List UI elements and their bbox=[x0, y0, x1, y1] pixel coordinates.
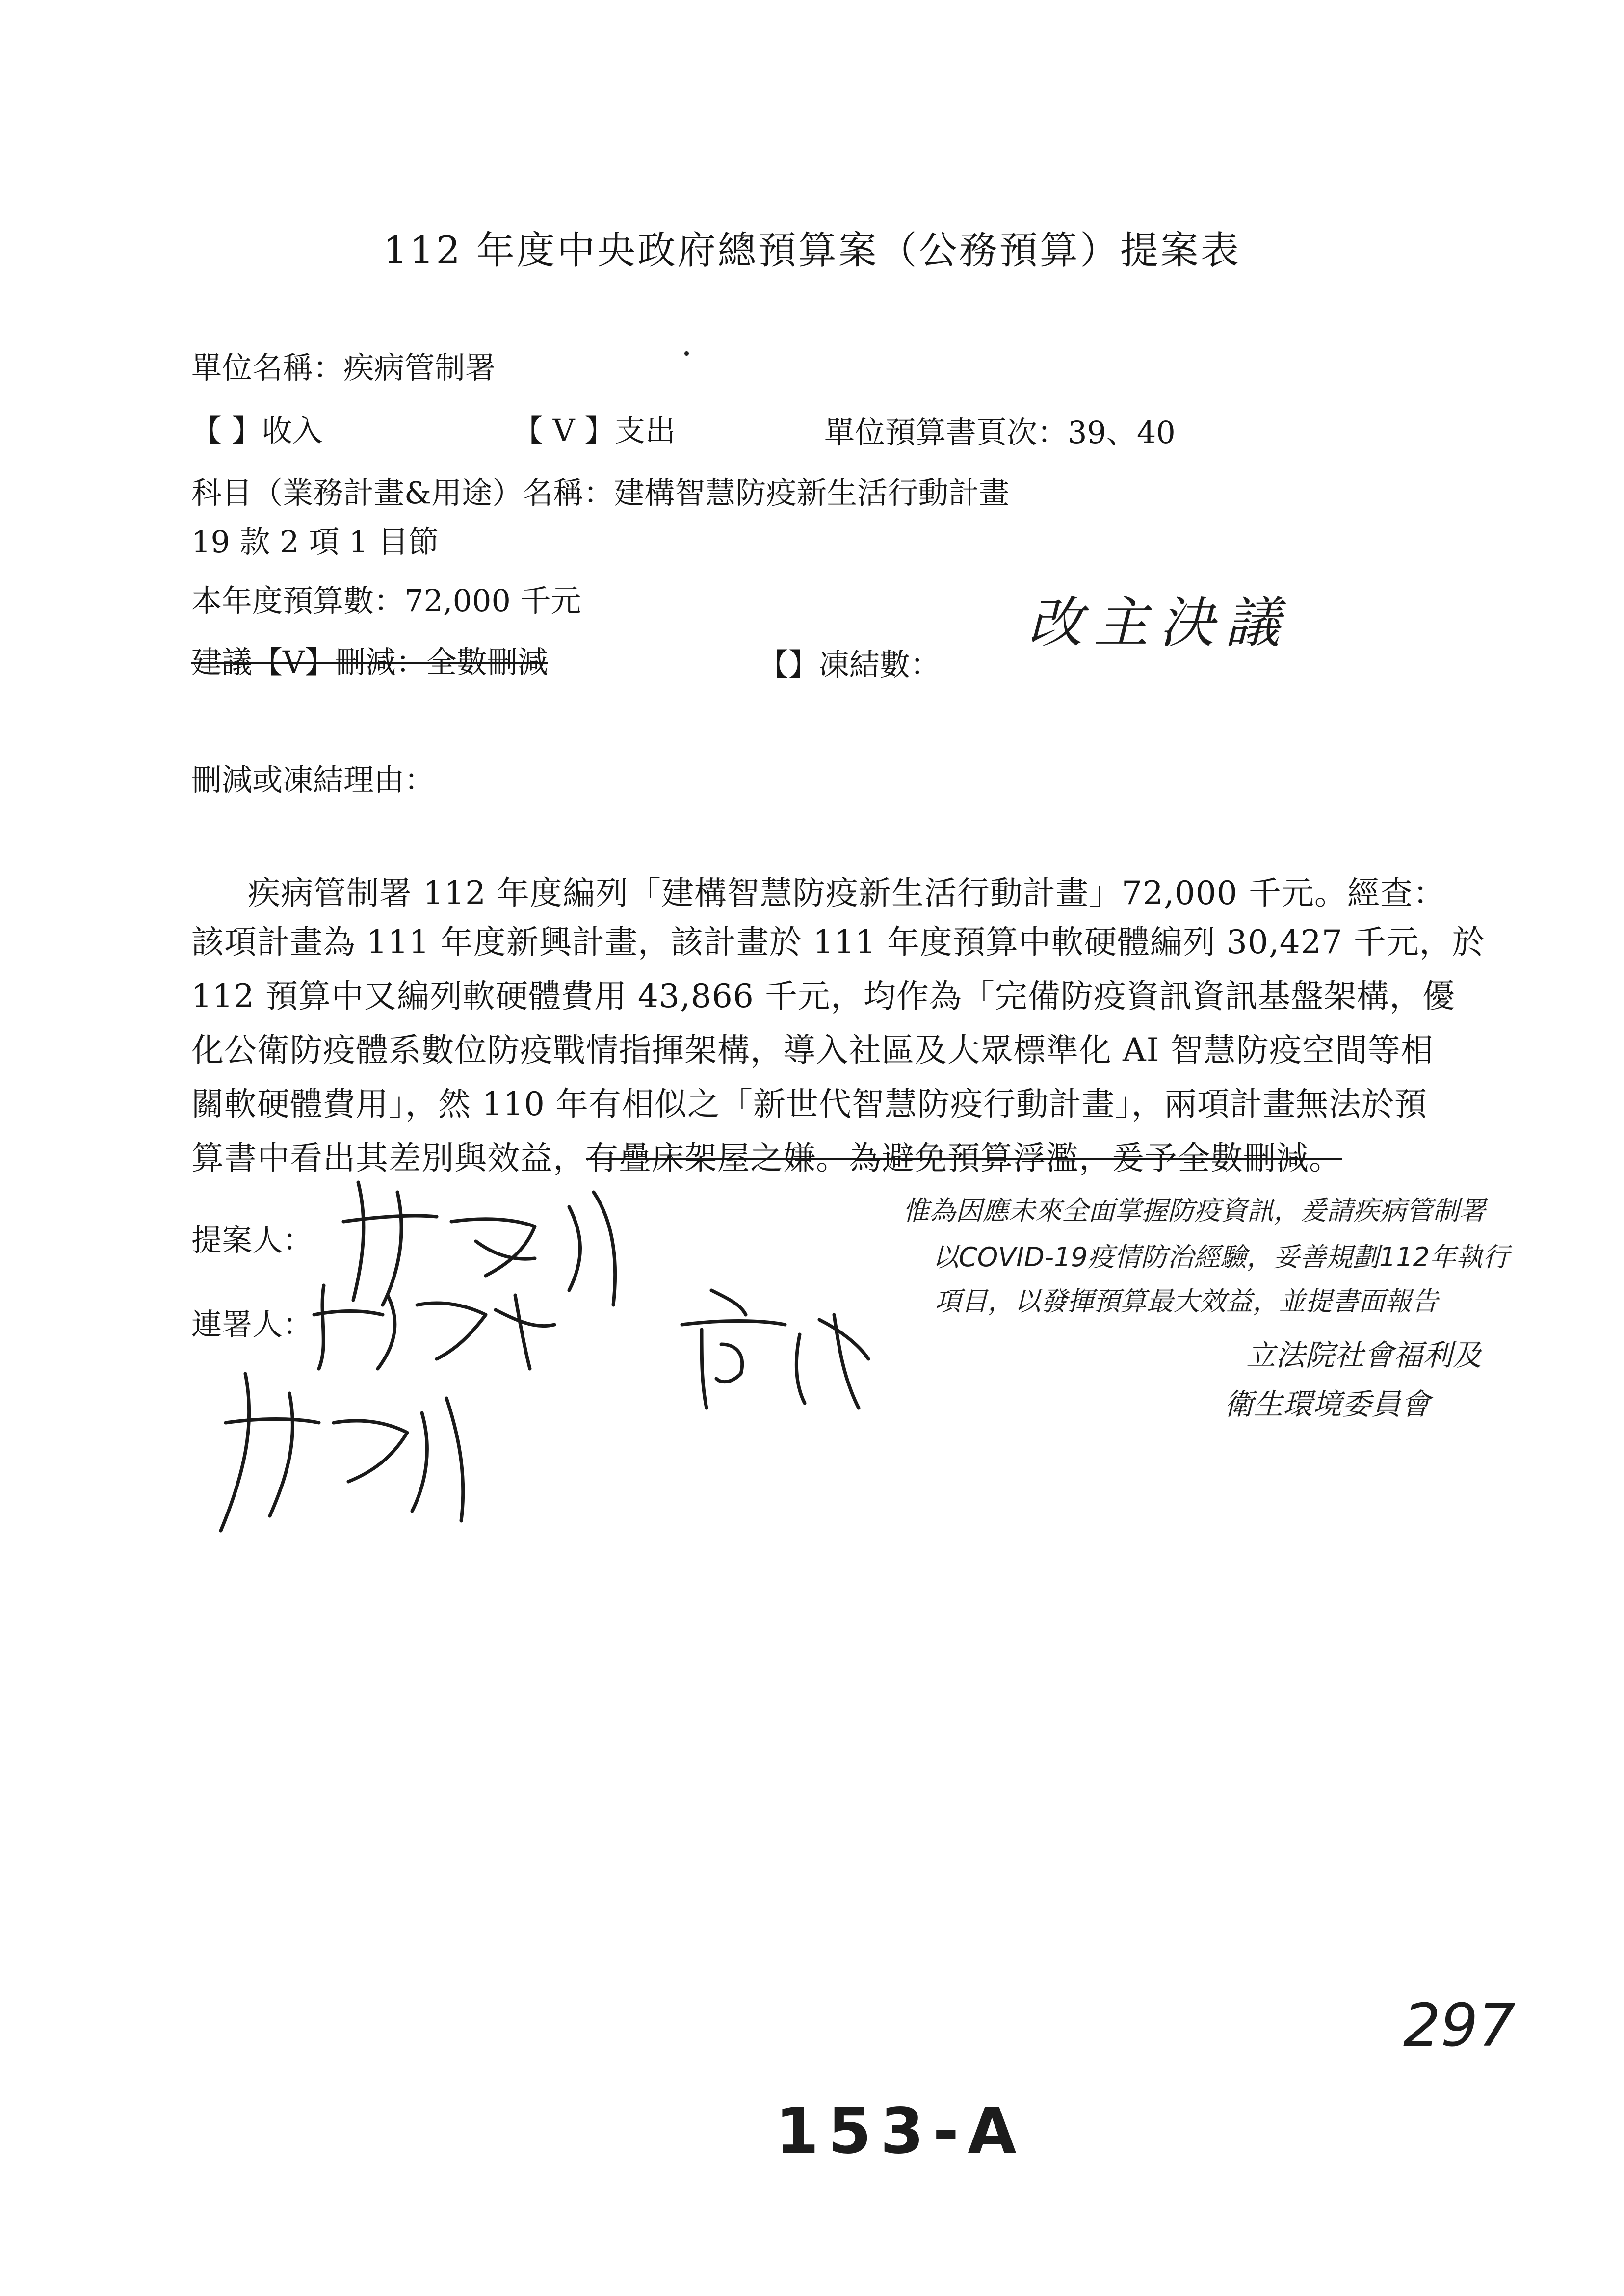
handwritten-decision: 改主決議 bbox=[1028, 591, 1291, 655]
handwritten-bottom-number: 153-A bbox=[775, 2095, 1025, 2168]
budget-page-reference: 單位預算書頁次：39、40 bbox=[824, 415, 1176, 450]
cosigner-signature-2 bbox=[216, 1354, 491, 1540]
expense-checkbox-label: 【 V 】支出 bbox=[513, 413, 676, 448]
reason-line: 關軟硬體費用」，然 110 年有相似之「新世代智慧防疫行動計畫」，兩項計畫無法於預 bbox=[191, 1085, 1427, 1123]
committee-line: 衛生環境委員會 bbox=[1224, 1387, 1430, 1422]
income-checkbox-label: 【 】收入 bbox=[191, 413, 323, 448]
reason-line: 112 預算中又編列軟硬體費用 43,866 千元，均作為「完備防疫資訊資訊基盤架構，優 bbox=[191, 977, 1455, 1015]
reason-last-plain: 算書中看出其差別與效益， bbox=[191, 1139, 586, 1177]
page-title: 112 年度中央政府總預算案（公務預算）提案表 bbox=[383, 229, 1241, 273]
handwritten-page-number: 297 bbox=[1403, 1992, 1516, 2060]
reason-line: 化公衛防疫體系數位防疫戰情指揮架構，導入社區及大眾標準化 AI 智慧防疫空間等相 bbox=[191, 1031, 1434, 1069]
handwritten-note-line: 惟為因應未來全面掌握防疫資訊，爰請疾病管制署 bbox=[903, 1195, 1486, 1226]
budget-section-line: 19 款 2 項 1 目節 bbox=[191, 524, 439, 560]
proposer-label: 提案人： bbox=[191, 1222, 314, 1258]
reason-line: 疾病管制署 112 年度編列「建構智慧防疫新生活行動計畫」72,000 千元。經查： bbox=[248, 874, 1446, 912]
reason-label: 刪減或凍結理由： bbox=[191, 762, 435, 798]
cosigner-label: 連署人： bbox=[191, 1306, 314, 1342]
reason-line: 該項計畫為 111 年度新興計畫，該計畫於 111 年度預算中軟硬體編列 30,427 千元，於 bbox=[191, 923, 1485, 961]
handwritten-note-line: 項目，以發揮預算最大效益，並提書面報告 bbox=[935, 1286, 1438, 1317]
stray-mark bbox=[684, 351, 689, 356]
subject-name-line: 科目（業務計畫&用途）名稱：建構智慧防疫新生活行動計畫 bbox=[191, 475, 1010, 511]
budget-amount-line: 本年度預算數：72,000 千元 bbox=[191, 583, 581, 619]
committee-line: 立法院社會福利及 bbox=[1246, 1338, 1482, 1373]
unit-name-line: 單位名稱：疾病管制署 bbox=[191, 350, 496, 386]
handwritten-note-line: 以COVID-19疫情防治經驗，妥善規劃112年執行 bbox=[932, 1242, 1509, 1273]
reason-last-struck: 有疊床架屋之嫌。為避免預算浮濫，爰予全數刪減。 bbox=[586, 1139, 1342, 1177]
freeze-amount-line: 【】凍結數： bbox=[758, 647, 941, 682]
struck-suggestion-line: 建議【V】刪減：全數刪減 bbox=[191, 644, 548, 680]
cosigner-signature-3 bbox=[672, 1285, 888, 1413]
